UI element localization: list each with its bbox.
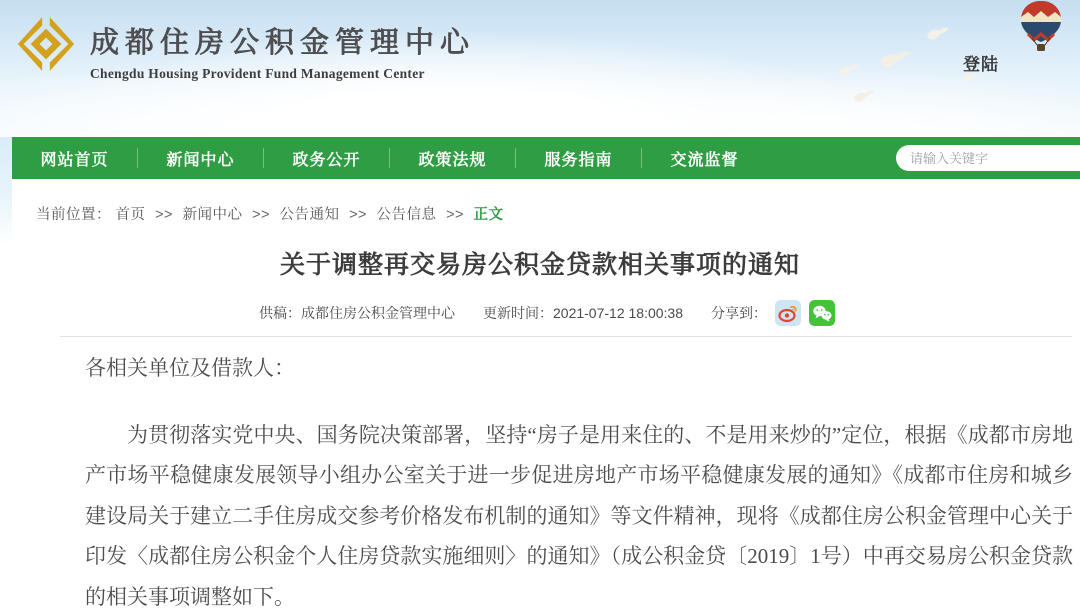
breadcrumb-separator: >> [155,207,173,223]
hot-air-balloon-icon [1016,0,1066,52]
article-source: 供稿：成都住房公积金管理中心 [259,305,455,321]
dove-icon [925,25,951,43]
breadcrumb-news[interactable]: 新闻中心 [182,207,243,223]
brand-text [90,12,475,82]
site-subtitle: Chengdu Housing Provident Fund Management Center [90,66,425,81]
breadcrumb-label: 当前位置： [36,207,111,223]
weibo-share-icon[interactable] [775,300,801,326]
article-body [85,348,1073,608]
article-meta [0,299,1080,327]
site-header [0,0,1080,137]
nav-item-service-guide[interactable]: 服务指南 [544,151,613,169]
dove-icon [878,48,912,72]
breadcrumb-separator: >> [446,207,464,223]
nav-item-policies[interactable]: 政策法规 [418,151,487,169]
brand[interactable] [14,12,475,82]
main-nav [12,137,1080,179]
breadcrumb-notices[interactable]: 公告通知 [279,207,340,223]
nav-item-supervision[interactable]: 交流监督 [670,151,739,169]
article-paragraph: 为贯彻落实党中央、国务院决策部署，坚持“房子是用来住的、不是用来炒的”定位，根据《成都市房地产市场平稳健康发展领导小组办公室关于进一步促进房地产市场平稳健康发展的通知》《成都市住房和城乡建设局关于建立二手住房成交参考价格发布机制的通知》等文件精神，现将《成都住房公积金管理中心关于印发〈成都住房公积金个人住房贷款实施细则〉的通知》（成公积金贷〔2019〕1号）中再交易房公积金贷款的相关事项调整如下。 [85,422,1073,608]
nav-item-home[interactable]: 网站首页 [40,151,109,169]
article-updated-time: 更新时间：2021-07-12 18:00:38 [483,305,683,321]
breadcrumb-notice-info[interactable]: 公告信息 [376,207,437,223]
search-input[interactable] [896,145,1080,171]
breadcrumb-current: 正文 [473,207,504,223]
breadcrumb-home[interactable]: 首页 [115,207,146,223]
breadcrumb [36,203,504,224]
site-title: 成都住房公积金管理中心 [90,27,476,59]
provident-fund-logo-icon [14,12,78,76]
share-label: 分享到： [711,305,767,321]
breadcrumb-separator: >> [349,207,367,223]
wechat-share-icon[interactable] [809,300,835,326]
left-edge-strip [0,137,12,245]
dove-icon [852,88,876,105]
nav-item-news[interactable]: 新闻中心 [166,151,235,169]
dove-icon [838,62,860,78]
nav-item-gov-affairs[interactable]: 政务公开 [292,151,361,169]
article-salutation: 各相关单位及借款人： [85,356,295,380]
article-title: 关于调整再交易房公积金贷款相关事项的通知 [279,251,800,279]
breadcrumb-separator: >> [252,207,270,223]
meta-divider [60,336,1072,337]
login-link[interactable]: 登陆 [963,55,999,74]
